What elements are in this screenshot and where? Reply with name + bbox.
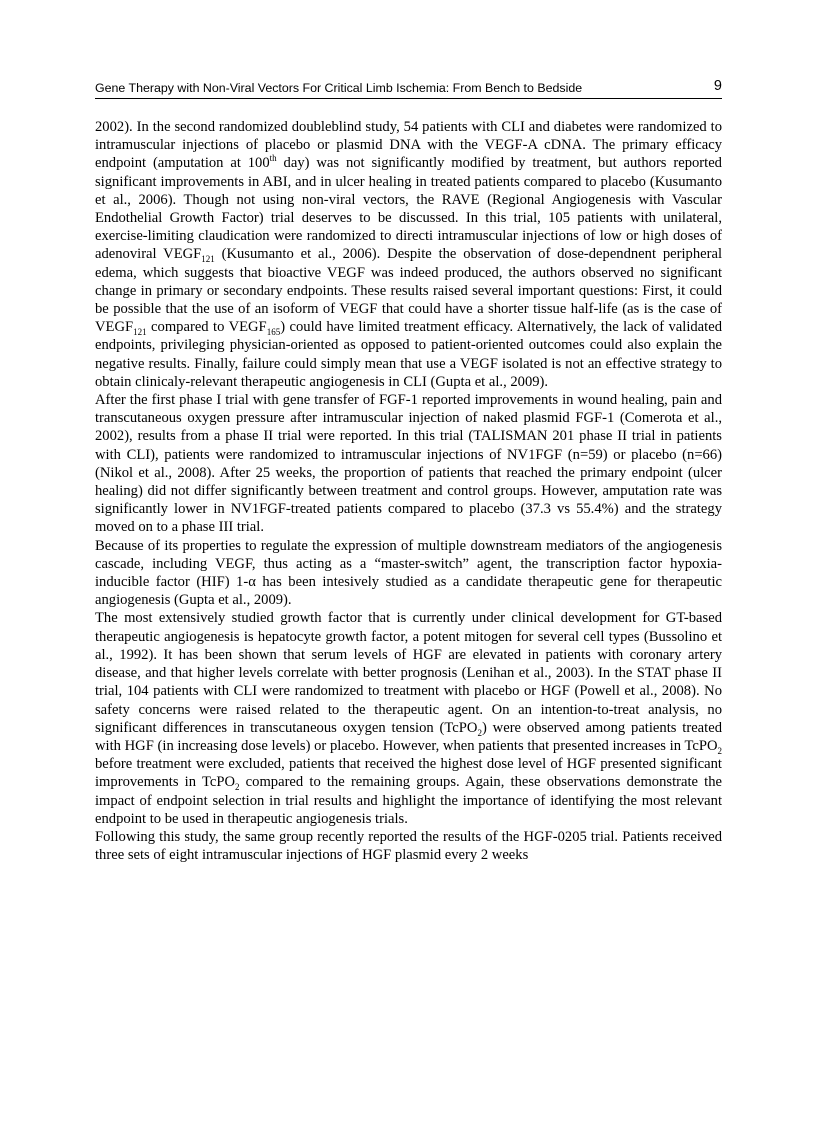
superscript: th xyxy=(269,153,277,164)
paragraph xyxy=(95,609,722,827)
subscript: 121 xyxy=(133,327,147,338)
running-header xyxy=(95,78,722,99)
page-number: 9 xyxy=(713,78,722,94)
text-run: The most extensively studied growth factor that is currently under clinical development for GT-based therapeutic angiogenesis is hepatocyte growth factor, a potent mitogen for several cell types (Bussolino et al., 1992). It has been shown that serum levels of HGF are elevated in patients with coronary artery disease, and that higher levels correlate with better prognosis (Lenihan et al., 2003). In the STAT phase II trial, 104 patients with CLI were randomized to treatment with placebo or HGF (Powell et al., 2008). No safety concerns were raised related to the therapeutic agent. On an intention-to-treat analysis, no significant differences in transcutaneous oxygen tension (TcPO xyxy=(95,610,722,736)
text-run: (Kusumanto et al., 2006). Despite the observation of dose-dependnent peripheral edema, which suggests that bioactive VEGF was indeed produced, the authors observed no significant change in primary or secondary endpoints. These results raised several important questions: First, it could be possible that the use of an isoform of VEGF that could have a shorter tissue half-life (as is the case of VEGF xyxy=(95,246,723,336)
paragraph xyxy=(95,828,722,864)
text-run: 2002). In the second randomized doubleblind study, 54 patients with CLI and diabetes were randomized to intramuscular injections of placebo or plasmid DNA with the VEGF-A cDNA. The primary efficacy endpoint (amputation at 100 xyxy=(95,119,722,172)
text-run: day) was not significantly modified by treatment, but authors reported significant improvements in ABI, and in ulcer healing in treated patients compared to placebo (Kusumanto et al., 2006). Though not using non-viral vectors, the RAVE (Regional Angiogenesis with Vascular Endothelial Growth Factor) trial deserves to be discussed. In this trial, 105 patients with unilateral, exercise-limiting claudication were randomized to directi intramuscular injections of low or high doses of adenoviral VEGF xyxy=(95,155,722,263)
text-run: Following this study, the same group recently reported the results of the HGF-0205 trial. Patients received three sets of eight intramuscular injections of HGF plasmid every 2 weeks xyxy=(95,828,722,864)
subscript: 165 xyxy=(266,327,281,338)
subscript: 2 xyxy=(234,782,240,793)
text-run: before treatment were excluded, patients that received the highest dose level of HGF presented significant improvements in TcPO xyxy=(95,756,722,791)
body-text xyxy=(95,118,722,864)
text-run: compared to VEGF xyxy=(146,319,267,336)
paragraph xyxy=(95,391,722,537)
paragraph xyxy=(95,118,722,391)
running-title: Gene Therapy with Non-Viral Vectors For Critical Limb Ischemia: From Bench to Bedside xyxy=(95,81,583,95)
subscript: 2 xyxy=(477,727,482,738)
paragraph xyxy=(95,537,722,610)
text-run: Because of its properties to regulate the expression of multiple downstream mediators of the angiogenesis cascade, including VEGF, thus acting as a “master-switch” agent, the transcription factor hypoxia-inducible factor (HIF) 1-α has been intesively studied as a candidate therapeutic gene for therapeutic angiogenesis (Gupta et al., 2009). xyxy=(95,537,722,609)
subscript: 2 xyxy=(717,745,722,756)
text-run: ) were observed among patients treated with HGF (in increasing dose levels) or placebo. However, when patients that presented increases in TcPO xyxy=(95,719,722,754)
subscript: 121 xyxy=(201,254,215,265)
text-run: compared to the remaining groups. Again, these observations demonstrate the impact of endpoint selection in trial results and highlight the importance of identifying the most relevant endpoint to be used in therapeutic angiogenesis trials. xyxy=(95,774,723,827)
text-run: ) could have limited treatment efficacy. Alternatively, the lack of validated endpoints, privileging physician-oriented as opposed to patient-oriented outcomes could also explain the negative results. Finally, failure could simply mean that use a VEGF isolated is not an effective strategy to obtain clinicaly-relevant therapeutic angiogenesis in CLI (Gupta et al., 2009). xyxy=(95,319,722,390)
text-run: After the first phase I trial with gene transfer of FGF-1 reported improvements in wound healing, pain and transcutaneous oxygen pressure after intramuscular injection of naked plasmid FGF-1 (Comerota et al., 2002), results from a phase II trial were reported. In this trial (TALISMAN 201 phase II trial in patients with CLI), patients were randomized to intramuscular injections of NV1FGF (n=59) or placebo (n=66) (Nikol et al., 2008). After 25 weeks, the proportion of patients that reached the primary endpoint (ulcer healing) did not differ significantly between treatment and control groups. However, amputation rate was significantly lower in NV1FGF-treated patients compared to placebo (37.3 vs 55.4%) and the strategy moved on to a phase III trial. xyxy=(95,392,722,536)
